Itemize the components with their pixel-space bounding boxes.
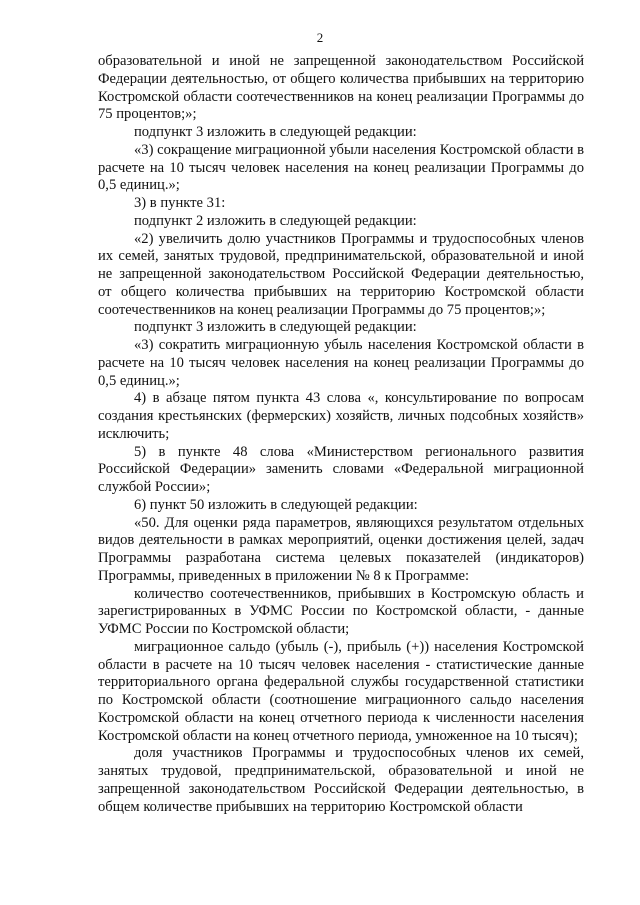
paragraph: подпункт 2 изложить в следующей редакции: bbox=[134, 212, 417, 229]
paragraph: 4) в абзаце пятом пункта 43 слова «, консультирование по вопросам создания крестьянских (фермерских) хозяйств, личных подсобных хозяйств» исключить; bbox=[98, 390, 584, 442]
paragraph: количество соотечественников, прибывших в Костромскую область и зарегистрированных в УФМС России по Костромской области, - данные УФМС России по Костромской области; bbox=[98, 585, 584, 637]
paragraph: «3) сокращение миграционной убыли населения Костромской области в расчете на 10 тысяч человек населения на конец реализации Программы до 0,5 единиц.»; bbox=[98, 141, 584, 194]
paragraph: миграционное сальдо (убыль (-), прибыль (+)) населения Костромской области в расчете на 10 тысяч человек населения - статистические данные территориального органа федеральной службы государственной статистики по Костромской области (соотношение миграционного сальдо населения Костромской области на конец отчетного периода к численности населения Костромской области на конец отчетного периода, умноженное на 10 тысяч); bbox=[98, 638, 584, 744]
paragraph: доля участников Программы и трудоспособных членов их семей, занятых трудовой, предпринимательской, образовательной и иной не запрещенной законодательством Российской Федерации деятельностью, в общем количестве прибывших на территорию Костромской области bbox=[98, 745, 584, 815]
paragraph: 3) в пункте 31: bbox=[134, 195, 226, 211]
paragraph-continuation: образовательной и иной не запрещенной законодательством Российской Федерации деятельностью, от общего количества прибывших на территорию Костромской области соотечественников на конец реализации Программы до 75 процентов;»; bbox=[98, 53, 584, 123]
paragraph: «2) увеличить долю участников Программы и трудоспособных членов их семей, занятых трудовой, предпринимательской, образовательной и иной не запрещенной законодательством Российской Федерации деятельностью, от общего количества прибывших на территорию Костромской области соотечественников на конец реализации Программы до 75 процентов;»; bbox=[98, 230, 584, 318]
paragraph: подпункт 3 изложить в следующей редакции: bbox=[134, 319, 417, 336]
paragraph: подпункт 3 изложить в следующей редакции: bbox=[134, 124, 417, 140]
paragraph: «50. Для оценки ряда параметров, являющихся результатом отдельных видов деятельности в рамках мероприятий, оценки достижения целей, задач Программы разработана система целевых показателей (индикаторов) Программы, приведенных в приложении № 8 к Программе: bbox=[98, 514, 584, 584]
paragraph: «3) сократить миграционную убыль населения Костромской области в расчете на 10 тысяч человек населения на конец реализации Программы до 0,5 единиц.»; bbox=[98, 337, 584, 389]
paragraph: 6) пункт 50 изложить в следующей редакции: bbox=[134, 496, 418, 513]
page-number: 2 bbox=[316, 30, 324, 45]
document-body bbox=[98, 53, 584, 816]
paragraph: 5) в пункте 48 слова «Министерством регионального развития Российской Федерации» заменить словами «Федеральной миграционной службой России»; bbox=[98, 443, 584, 495]
